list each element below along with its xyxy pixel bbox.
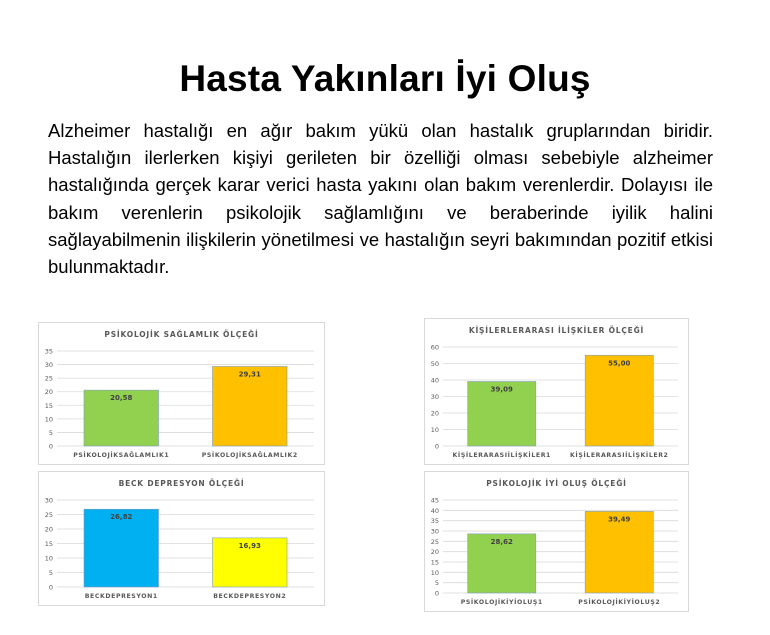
- y-tick-label: 20: [430, 548, 439, 557]
- y-tick-label: 5: [48, 428, 53, 437]
- chart-svg: [39, 472, 324, 605]
- y-tick-label: 10: [44, 415, 53, 424]
- psychological-resilience-chart: [38, 322, 325, 465]
- beck-depression-chart: [38, 471, 325, 606]
- bar-value-label: 39,49: [608, 515, 631, 524]
- y-tick-label: 40: [430, 506, 439, 515]
- y-tick-label: 60: [430, 343, 439, 352]
- bar-value-label: 28,62: [490, 537, 513, 546]
- x-category-label: PSİKOLOJİKİYİOLUŞ1: [460, 599, 543, 606]
- bar-value-label: 39,09: [490, 385, 513, 394]
- y-tick-label: 50: [430, 360, 439, 368]
- y-tick-label: 10: [44, 554, 53, 563]
- y-tick-label: 10: [430, 426, 439, 434]
- y-tick-label: 30: [44, 361, 53, 370]
- x-category-label: KİŞİLERARASIİLİŞKİLER1: [452, 452, 551, 459]
- chart-title: BECK DEPRESYON ÖLÇEĞİ: [118, 479, 245, 488]
- y-tick-label: 25: [430, 537, 439, 546]
- y-tick-label: 30: [430, 527, 439, 536]
- slide-body-text: Alzheimer hastalığı en ağır bakım yükü olan hastalık gruplarından biridir. Hastalığın ilerlerken kişiyi gerileten bir özelliği olması sebebiyle alzheimer hastalığında gerçek karar verici hasta yakını olan bakım verenlerdir. Dolayısı ile bakım verenlerin psikolojik sağlamlığını ve beraberinde iyilik halini sağlayabilmenin ilişkilerin yönetilmesi ve hastalığın seyri bakımından pozitif etkisi bulunmaktadır.: [48, 120, 713, 278]
- interpersonal-relations-chart: [424, 318, 689, 465]
- y-tick-label: 40: [430, 376, 439, 385]
- y-tick-label: 0: [434, 589, 439, 598]
- chart-svg: [39, 323, 324, 464]
- y-tick-label: 10: [430, 568, 439, 577]
- y-tick-label: 25: [44, 374, 53, 383]
- chart-title: PSİKOLOJİK İYİ OLUŞ ÖLÇEĞİ: [486, 479, 627, 488]
- y-tick-label: 20: [44, 388, 53, 397]
- psychological-wellbeing-chart: [424, 471, 689, 612]
- slide-title: Hasta Yakınları İyi Oluş: [179, 58, 591, 99]
- y-tick-label: 0: [434, 442, 439, 451]
- bar-value-label: 16,93: [238, 541, 261, 550]
- y-tick-label: 15: [430, 558, 439, 567]
- y-tick-label: 45: [430, 496, 439, 505]
- y-tick-label: 35: [44, 347, 53, 356]
- y-tick-label: 20: [44, 525, 53, 534]
- bar-value-label: 20,58: [110, 394, 133, 403]
- y-tick-label: 15: [44, 540, 53, 548]
- bar: [585, 511, 653, 593]
- y-tick-label: 25: [44, 511, 53, 519]
- y-tick-label: 0: [48, 442, 53, 451]
- x-category-label: KİŞİLERARASIİLİŞKİLER2: [570, 452, 669, 459]
- y-tick-label: 0: [48, 583, 53, 592]
- y-tick-label: 5: [48, 569, 53, 577]
- x-category-label: BECKDEPRESYON1: [84, 593, 158, 600]
- y-tick-label: 30: [430, 393, 439, 401]
- chart-svg: [425, 319, 688, 464]
- x-category-label: PSİKOLOJİKSAĞLAMLIK1: [73, 452, 170, 459]
- x-category-label: BECKDEPRESYON2: [213, 593, 287, 600]
- y-tick-label: 5: [434, 579, 439, 588]
- chart-title: KİŞİLERLERARASI İLİŞKİLER ÖLÇEĞİ: [468, 326, 645, 335]
- x-category-label: PSİKOLOJİKSAĞLAMLIK2: [201, 452, 298, 459]
- bar-value-label: 55,00: [608, 359, 631, 368]
- bar-value-label: 26,82: [110, 513, 133, 522]
- y-tick-label: 35: [430, 517, 439, 526]
- bar-value-label: 29,31: [238, 370, 261, 379]
- chart-svg: [425, 472, 688, 611]
- y-tick-label: 20: [430, 409, 439, 418]
- x-category-label: PSİKOLOJİKİYİOLUŞ2: [578, 599, 661, 606]
- y-tick-label: 15: [44, 401, 53, 410]
- y-tick-label: 30: [44, 496, 53, 505]
- bar: [585, 355, 653, 446]
- chart-title: PSİKOLOJİK SAĞLAMLIK ÖLÇEĞİ: [104, 330, 259, 339]
